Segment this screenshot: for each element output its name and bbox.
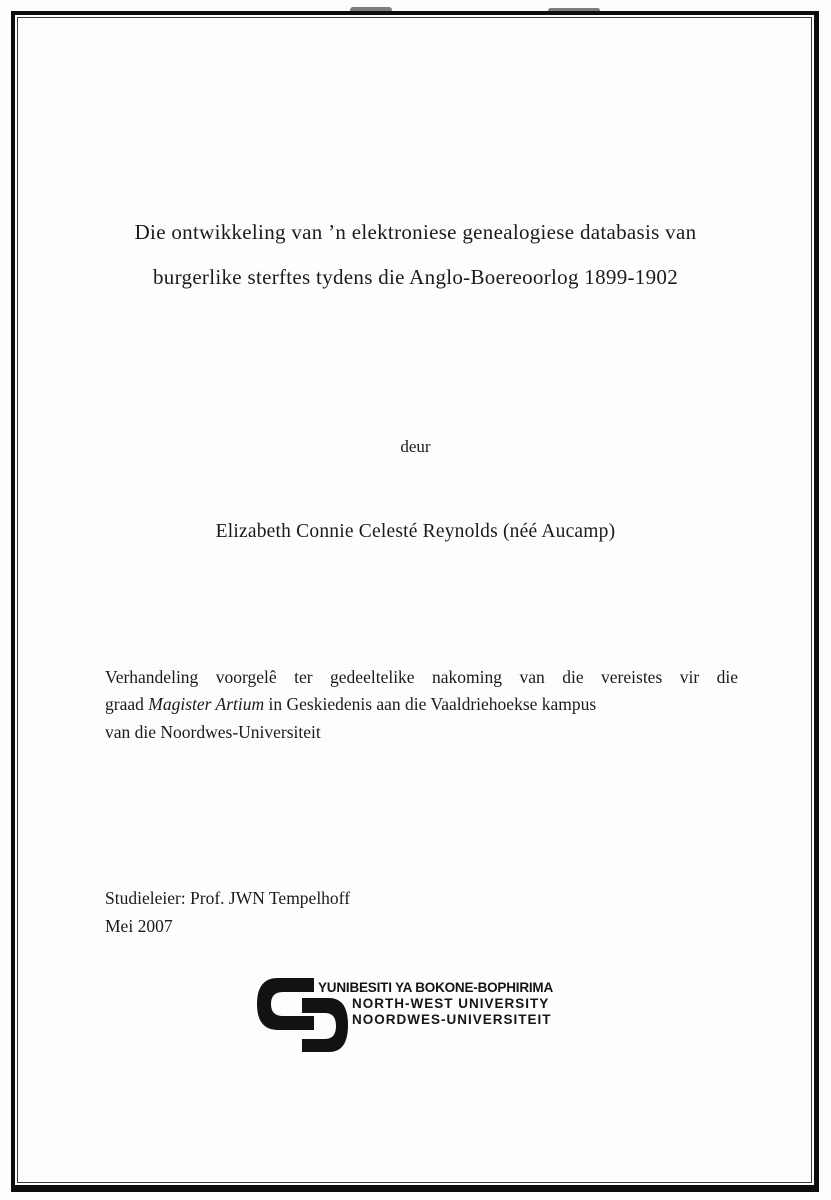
submission-statement [105,664,738,746]
scan-artifact [350,7,392,13]
supervisor-block [105,885,350,940]
degree-name-italic: Magister Artium [148,694,265,715]
logo-text-english: NORTH-WEST UNIVERSITY [352,996,550,1011]
submission-line-2-post: in Geskiedenis aan die Vaaldriehoekse kampus [264,694,597,715]
submission-line-2 [105,691,738,718]
thesis-title-line-2: burgerlike sterftes tydens die Anglo-Boereoorlog 1899-1902 [153,265,678,289]
scan-artifact [548,8,600,13]
nwu-logo [256,975,586,1055]
byline-deur: deur [400,437,431,456]
submission-line-1: Verhandeling voorgelê ter gedeeltelike nakoming van die vereistes vir die [105,667,738,687]
thesis-title-line-1: Die ontwikkeling van ’n elektroniese genealogiese databasis van [134,220,697,244]
submission-line-3: van die Noordwes-Universiteit [105,721,321,742]
logo-text-setswana: YUNIBESITI YA BOKONE-BOPHIRIMA [318,980,554,995]
thesis-title [60,210,771,300]
nwu-logo-wordmark [318,980,553,1028]
logo-text-afrikaans: NOORDWES-UNIVERSITEIT [352,1012,552,1027]
supervisor-line: Studieleier: Prof. JWN Tempelhoff [105,888,351,908]
date-line: Mei 2007 [105,915,173,936]
submission-line-2-pre: graad [105,694,149,715]
author-name: Elizabeth Connie Celesté Reynolds (néé Aucamp) [215,521,616,542]
